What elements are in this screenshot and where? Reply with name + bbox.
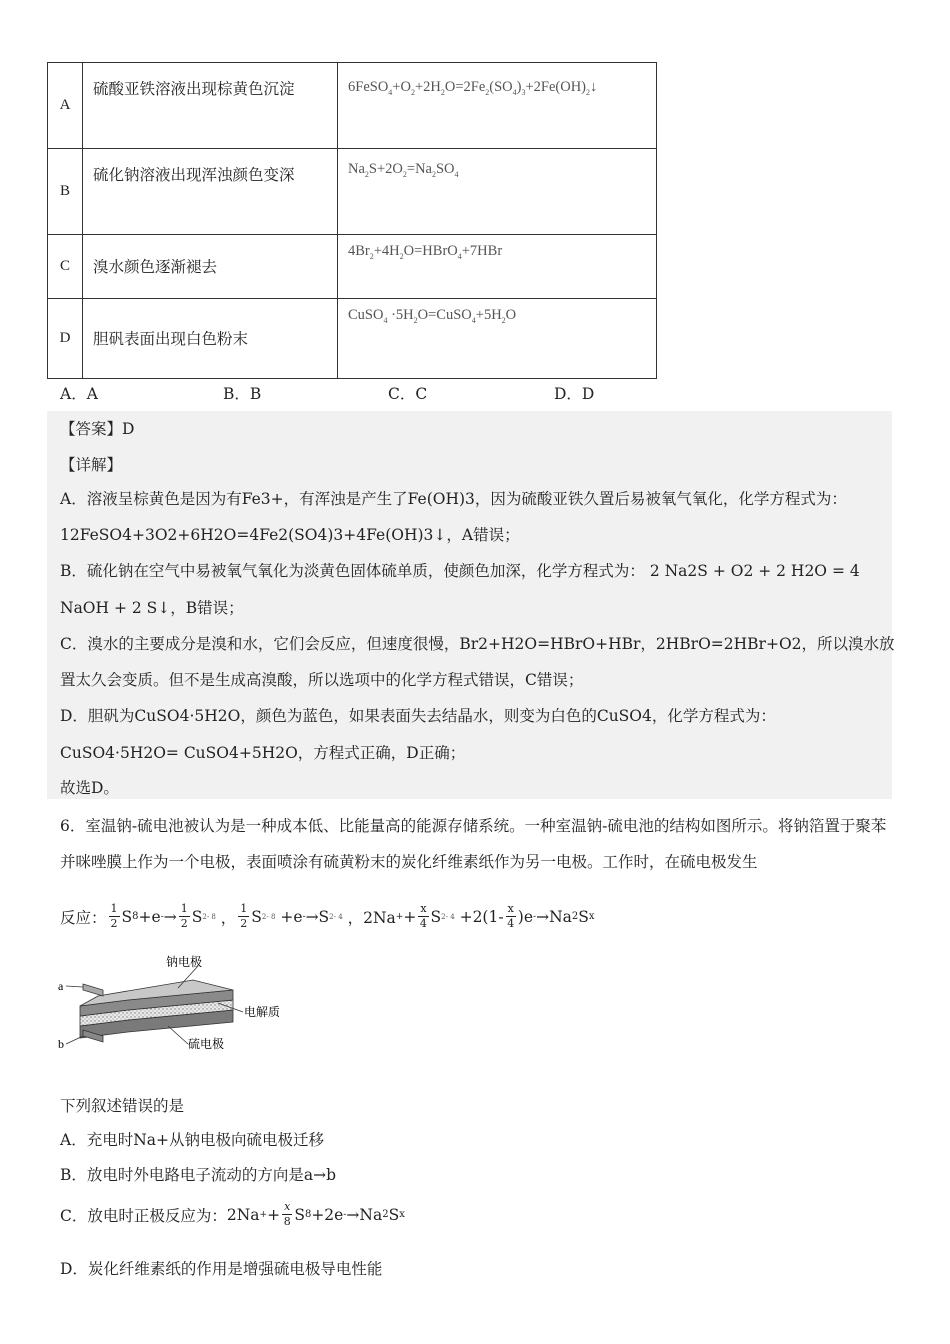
q6-stem: 6．室温钠-硫电池被认为是一种成本低、比能量高的能源存储系统。一种室温钠-硫电池的结构如图所示。将钠箔置于聚苯并咪唑膜上作为一个电极，表面喷涂有硫黄粉末的炭化纤维素纸作为另一电极。工作时，在硫电极发生 xyxy=(60,817,887,871)
reaction-prefix: 反应： xyxy=(60,908,107,927)
label-a: a xyxy=(58,979,64,993)
fraction: $\frac{1}{2}$ xyxy=(110,902,118,930)
q6-question: 下列叙述错误的是 xyxy=(60,1097,185,1115)
detail-b-line1: B．硫化钠在空气中易被氧气氧化为淡黄色固体硫单质，使颜色加深，化学方程式为： 2 Na2S + O2 + 2 H2O = 4 xyxy=(60,562,860,580)
detail-d-line1: D．胆矾为CuSO4·5H2O，颜色为蓝色，如果表面失去结晶水，则变为白色的CuSO4，化学方程式为： xyxy=(60,707,776,725)
table-row xyxy=(48,235,657,299)
detail-final: 故选D。 xyxy=(60,779,119,797)
row-equation: $4Br_2+4H_2O=HBrO_4+7HBr$ xyxy=(338,235,657,299)
detail-title: 【详解】 xyxy=(60,456,123,474)
detail-c-line2: 置太久会变质。但不是生成高溴酸，所以选项中的化学方程式错误，C错误； xyxy=(60,671,584,689)
answer-line: 【答案】D xyxy=(60,420,135,438)
choice-a[interactable]: A．A xyxy=(60,385,98,403)
choice-d[interactable]: D．D xyxy=(554,385,595,403)
row-label: A xyxy=(48,63,83,149)
row-description: 硫酸亚铁溶液出现棕黄色沉淀 xyxy=(83,63,338,149)
row-label: D xyxy=(48,299,83,379)
row-description: 硫化钠溶液出现浑浊颜色变深 xyxy=(83,149,338,235)
q6-option-a[interactable]: A．充电时Na+从钠电极向硫电极迁移 xyxy=(60,1131,324,1149)
detail-d-line2: CuSO4·5H2O= CuSO4+5H2O，方程式正确，D正确； xyxy=(60,744,466,762)
label-b: b xyxy=(58,1037,64,1051)
choice-c[interactable]: C．C xyxy=(388,385,428,403)
table-row xyxy=(48,149,657,235)
fraction: $\frac{x}{8}$ xyxy=(283,1200,291,1228)
row-label: B xyxy=(48,149,83,235)
label-sodium-electrode: 钠电极 xyxy=(166,955,203,969)
options-table xyxy=(47,62,657,379)
row-equation: $Na_2S+2O_2=Na_2SO_4$ xyxy=(338,149,657,235)
table-row xyxy=(48,299,657,379)
row-label: C xyxy=(48,235,83,299)
row-description: 溴水颜色逐渐褪去 xyxy=(83,235,338,299)
q6-option-b[interactable]: B．放电时外电路电子流动的方向是a→b xyxy=(60,1166,337,1184)
fraction: $\frac{1}{2}$ xyxy=(180,902,188,930)
fraction: $\frac{x}{4}$ xyxy=(419,902,427,930)
fraction: $\frac{x}{4}$ xyxy=(507,902,515,930)
label-sulfur-electrode: 硫电极 xyxy=(188,1037,225,1051)
detail-a-line2: 12FeSO4+3O2+6H2O=4Fe2(SO4)3+4Fe(OH)3↓，A错误； xyxy=(60,526,520,544)
choice-b[interactable]: B．B xyxy=(223,385,262,403)
row-equation: $6FeSO_4+O_2+2H_2O=2Fe_2(SO_4)_3+2Fe(OH)_2↓$ xyxy=(338,63,657,149)
q6-option-c[interactable]: C．放电时正极反应为： 2Na + + $\frac{x}{8}$ S 8 +2e - →Na 2 S x xyxy=(60,1200,405,1228)
battery-structure-figure xyxy=(58,948,298,1060)
detail-b-line2: NaOH + 2 S↓，B错误； xyxy=(60,599,244,617)
option-c-prefix: C．放电时正极反应为： xyxy=(60,1206,227,1225)
fraction: $\frac{1}{2}$ xyxy=(240,902,248,930)
row-equation: CuSO$_4$ $\cdot 5H_2O=CuSO_4+5H_2O$ xyxy=(338,299,657,379)
label-electrolyte: 电解质 xyxy=(244,1005,281,1019)
detail-a-line1: A．溶液呈棕黄色是因为有Fe3+，有浑浊是产生了Fe(OH)3，因为硫酸亚铁久置后易被氧气氧化，化学方程式为： xyxy=(60,490,847,508)
q6-option-d[interactable]: D．炭化纤维素纸的作用是增强硫电极导电性能 xyxy=(60,1260,383,1278)
detail-c-line1: C．溴水的主要成分是溴和水，它们会反应，但速度很慢，Br2+H2O=HBrO+HBr，2HBrO=2HBr+O2，所以溴水放 xyxy=(60,635,895,653)
q6-reaction: 反应： $\frac{1}{2}$ S 8 +e - → $\frac{1}{2}$ S 2- 8 ， $\frac{1}{2}$ S 2- 8 +e - →S 2- 4 ，2Na + + $\frac{x}{4}$ S 2- 4 +2(1- $\frac{x}{4}$ )e - →Na 2 S x xyxy=(60,902,595,930)
row-description: 胆矾表面出现白色粉末 xyxy=(83,299,338,379)
table-row xyxy=(48,63,657,149)
